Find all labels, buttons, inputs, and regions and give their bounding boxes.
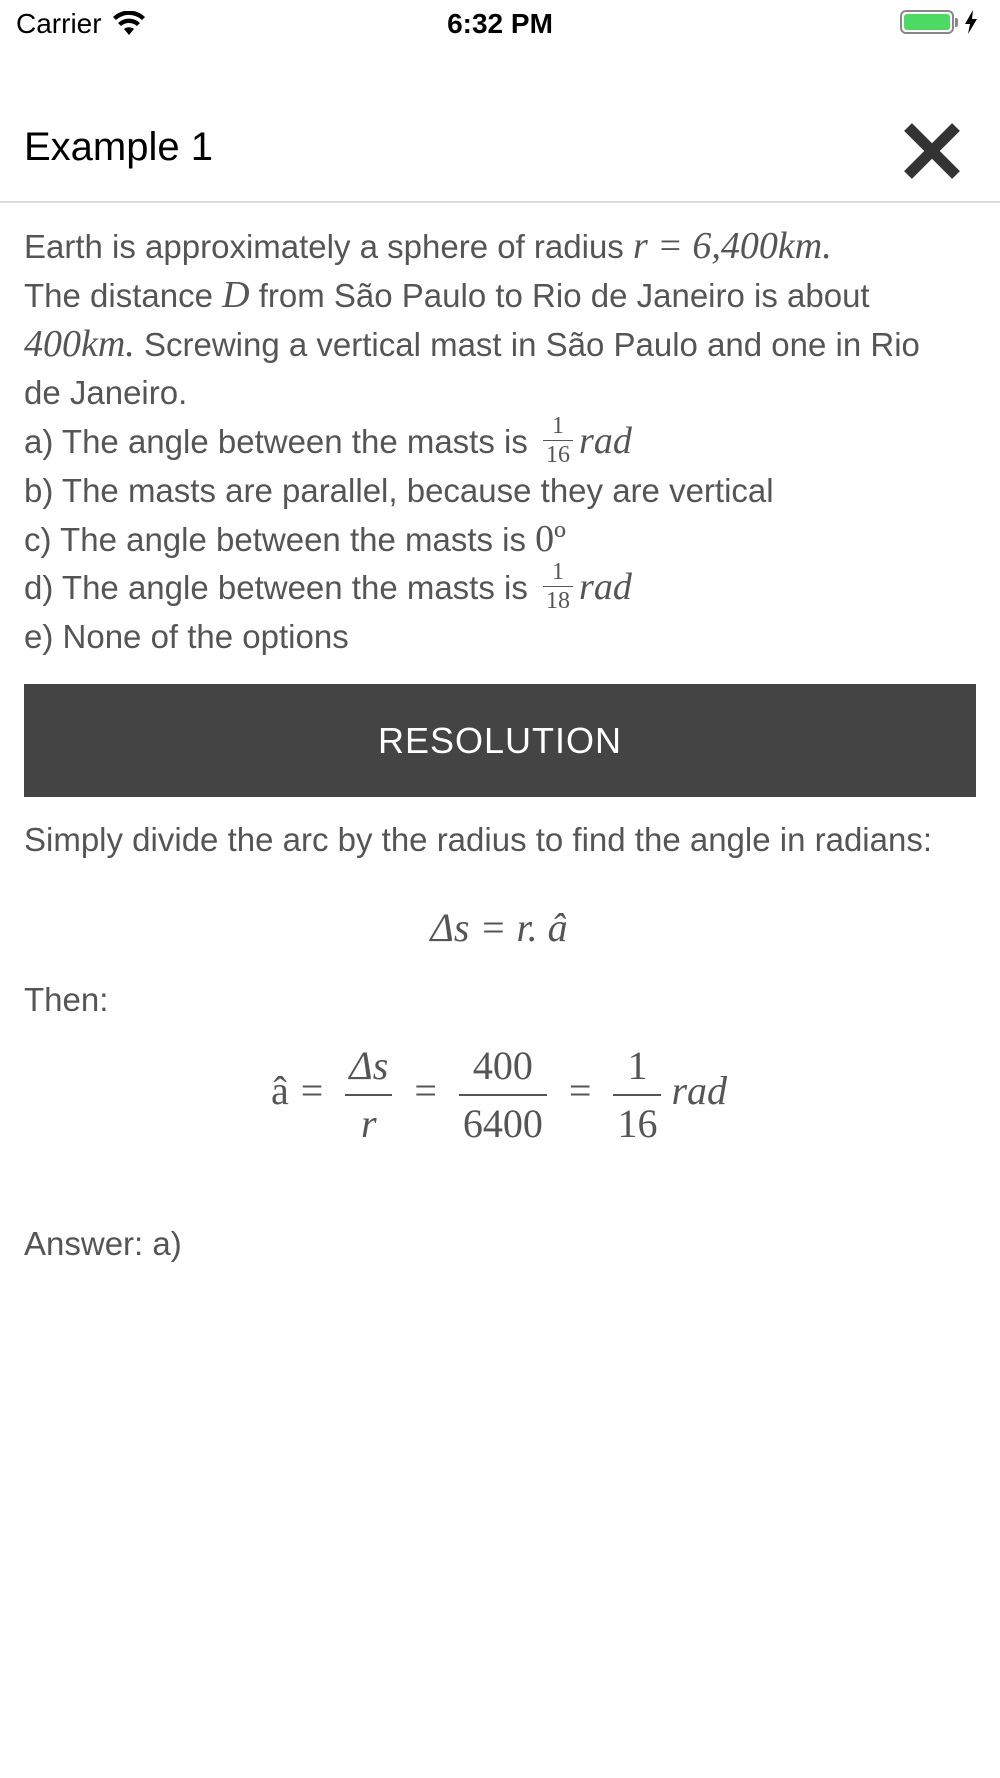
carrier-label: Carrier xyxy=(16,8,102,39)
battery-indicator xyxy=(900,10,978,34)
option-c: c) The angle between the masts is 0º xyxy=(24,518,566,560)
fraction-values: $\frac{400}{6400}$ xyxy=(459,1046,547,1144)
resolution-then: Then: xyxy=(24,981,109,1018)
radius-math: r = 6,400km. xyxy=(632,225,832,267)
page-title: Example 1 xyxy=(24,125,213,169)
resolution-button[interactable]: RESOLUTION xyxy=(24,684,976,797)
equation-arc: Δs = r. â xyxy=(430,905,568,950)
status-bar xyxy=(0,0,1000,50)
close-icon xyxy=(898,117,966,185)
distance-value-math: 400km. xyxy=(24,323,135,365)
option-b: b) The masts are parallel, because they are vertical xyxy=(24,472,774,509)
problem-line-4: de Janeiro. xyxy=(24,374,188,411)
charging-bolt-icon xyxy=(964,10,978,34)
option-a-fraction: $\frac{1}{16}$ xyxy=(543,414,573,467)
equation-angle: â = $\frac{\Delta s}{r}$ = $\frac{400}{6400}$ = $\frac{1}{16}$ rad xyxy=(270,1043,728,1146)
problem-line-1: Earth is approximately a sphere of radius r = 6,400km. xyxy=(24,225,832,267)
option-d-fraction: $\frac{1}{18}$ xyxy=(543,560,573,613)
option-e: e) None of the options xyxy=(24,618,349,655)
battery-icon xyxy=(900,10,954,34)
close-button[interactable] xyxy=(898,117,966,185)
distance-math: D xyxy=(222,274,250,316)
fraction-result: $\frac{1}{16}$ xyxy=(613,1046,661,1144)
header-bar xyxy=(0,95,1000,203)
problem-line-3: 400km. Screwing a vertical mast in São Paulo and one in Rio xyxy=(24,323,920,365)
status-time: 6:32 PM xyxy=(447,8,553,39)
problem-statement xyxy=(24,222,974,661)
option-a: a) The angle between the masts is $\frac{1}{16}$ rad xyxy=(24,412,632,468)
fraction-arc-radius: $\frac{\Delta s}{r}$ xyxy=(345,1046,392,1144)
option-d: d) The angle between the masts is $\frac{1}{18}$ rad xyxy=(24,558,632,614)
answer-text: Answer: a) xyxy=(24,1225,182,1262)
resolution-intro: Simply divide the arc by the radius to find the angle in radians: xyxy=(24,821,933,858)
resolution-section xyxy=(24,818,974,1266)
problem-line-2: The distance D from São Paulo to Rio de Janeiro is about xyxy=(24,274,870,316)
